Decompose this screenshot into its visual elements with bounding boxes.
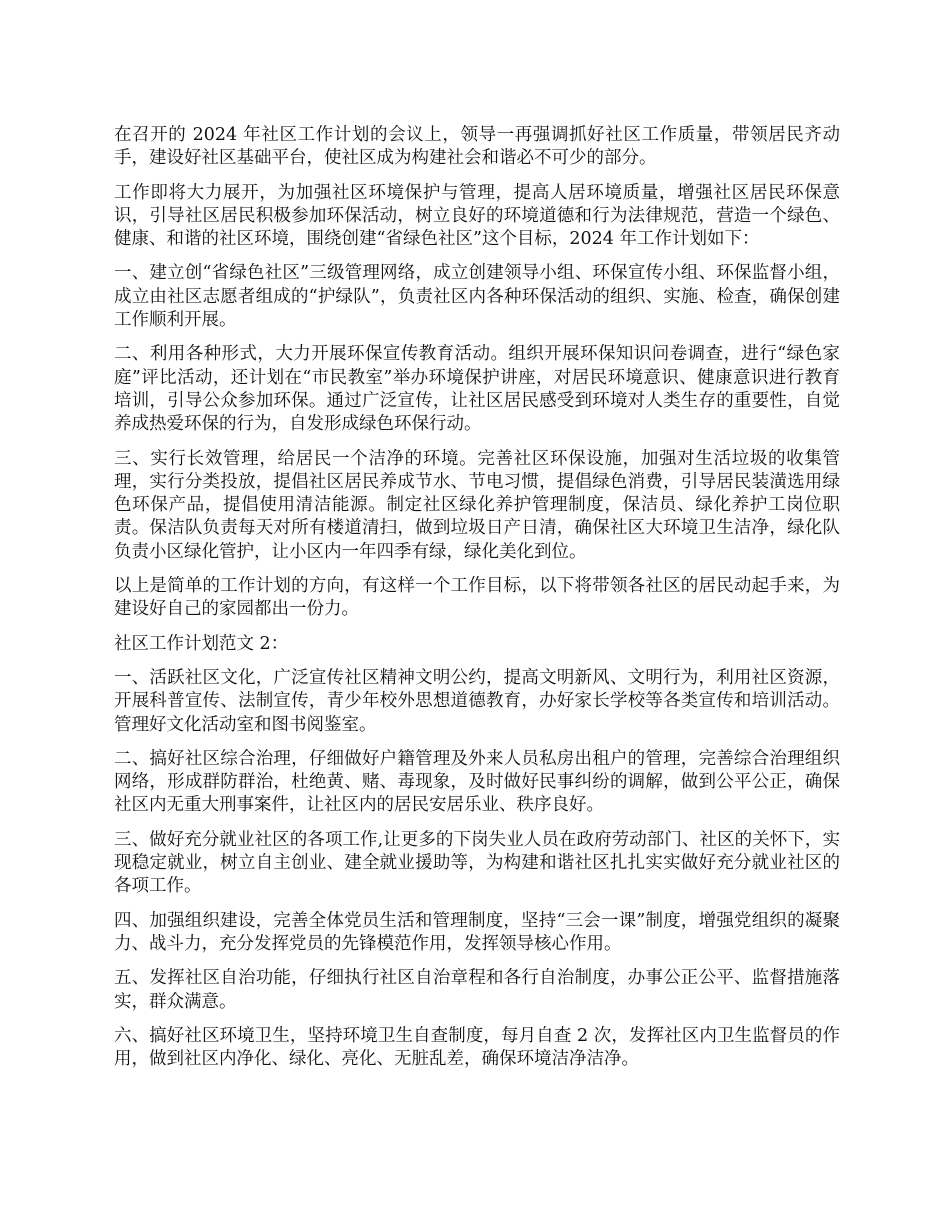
paragraph-summary: 以上是简单的工作计划的方向，有这样一个工作目标，以下将带领各社区的居民动起手来，为建设好自己的家园都出一份力。	[114, 576, 840, 620]
paragraph-s2-item-6: 六、搞好社区环境卫生，坚持环境卫生自查制度，每月自查 2 次，发挥社区内卫生监督员的作用，做到社区内净化、绿化、亮化、无脏乱差，确保环境洁净洁净。	[114, 1025, 840, 1070]
paragraph-item-1: 一、建立创“省绿色社区”三级管理网络，成立创建领导小组、环保宣传小组、环保监督小组，成立由社区志愿者组成的“护绿队”，负责社区内各种环保活动的组织、实施、检查，确保创建工作顺利开展。	[114, 263, 840, 331]
paragraph-s2-item-1: 一、活跃社区文化，广泛宣传社区精神文明公约，提高文明新风、文明行为，利用社区资源，开展科普宣传、法制宣传，青少年校外思想道德教育，办好家长学校等各类宣传和培训活动。管理好文化活动室和图书阅鉴室。	[114, 667, 840, 735]
paragraph-s2-item-4: 四、加强组织建设，完善全体党员生活和管理制度，坚持“三会一课”制度，增强党组织的凝聚力、战斗力，充分发挥党员的先锋模范作用，发挥领导核心作用。	[114, 910, 840, 954]
paragraph-s2-item-5: 五、发挥社区自治功能，仔细执行社区自治章程和各行自治制度，办事公正公平、监督措施落实，群众满意。	[114, 968, 840, 1012]
paragraph-plan-overview: 工作即将大力展开，为加强社区环境保护与管理，提高人居环境质量，增强社区居民环保意识，引导社区居民积极参加环保活动，树立良好的环境道德和行为法律规范，营造一个绿色、健康、和谐的社区环境，围绕创建“省绿色社区”这个目标，2024 年工作计划如下：	[114, 182, 840, 250]
paragraph-s2-item-3: 三、做好充分就业社区的各项工作,让更多的下岗失业人员在政府劳动部门、社区的关怀下，实现稳定就业，树立自主创业、建全就业援助等，为构建和谐社区扎扎实实做好充分就业社区的各项工作。	[114, 829, 840, 897]
paragraph-item-3: 三、实行长效管理，给居民一个洁净的环境。完善社区环保设施，加强对生活垃圾的收集管理，实行分类投放，提倡社区居民养成节水、节电习惯，提倡绿色消费，引导居民装潢选用绿色环保产品，提倡使用清洁能源。制定社区绿化养护管理制度，保洁员、绿化养护工岗位职责。保洁队负责每天对所有楼道清扫，做到垃圾日产日清，确保社区大环境卫生洁净，绿化队负责小区绿化管护，让小区内一年四季有绿，绿化美化到位。	[114, 448, 840, 562]
document-body	[114, 124, 840, 1082]
paragraph-s2-item-2: 二、搞好社区综合治理，仔细做好户籍管理及外来人员私房出租户的管理，完善综合治理组织网络，形成群防群治，杜绝黄、赌、毒现象，及时做好民事纠纷的调解，做到公平公正，确保社区内无重大刑事案件，让社区内的居民安居乐业、秩序良好。	[114, 748, 840, 816]
paragraph-intro: 在召开的 2024 年社区工作计划的会议上，领导一再强调抓好社区工作质量，带领居民齐动手，建设好社区基础平台，使社区成为构建社会和谐必不可少的部分。	[114, 125, 840, 169]
paragraph-item-2: 二、利用各种形式，大力开展环保宣传教育活动。组织开展环保知识问卷调查，进行“绿色家庭”评比活动，还计划在“市民教室”举办环境保护讲座，对居民环境意识、健康意识进行教育培训，引导公众参加环保。通过广泛宣传，让社区居民感受到环境对人类生存的重要性，自觉养成热爱环保的行为，自发形成绿色环保行动。	[114, 344, 840, 435]
section-heading: 社区工作计划范文 2：	[114, 633, 289, 654]
